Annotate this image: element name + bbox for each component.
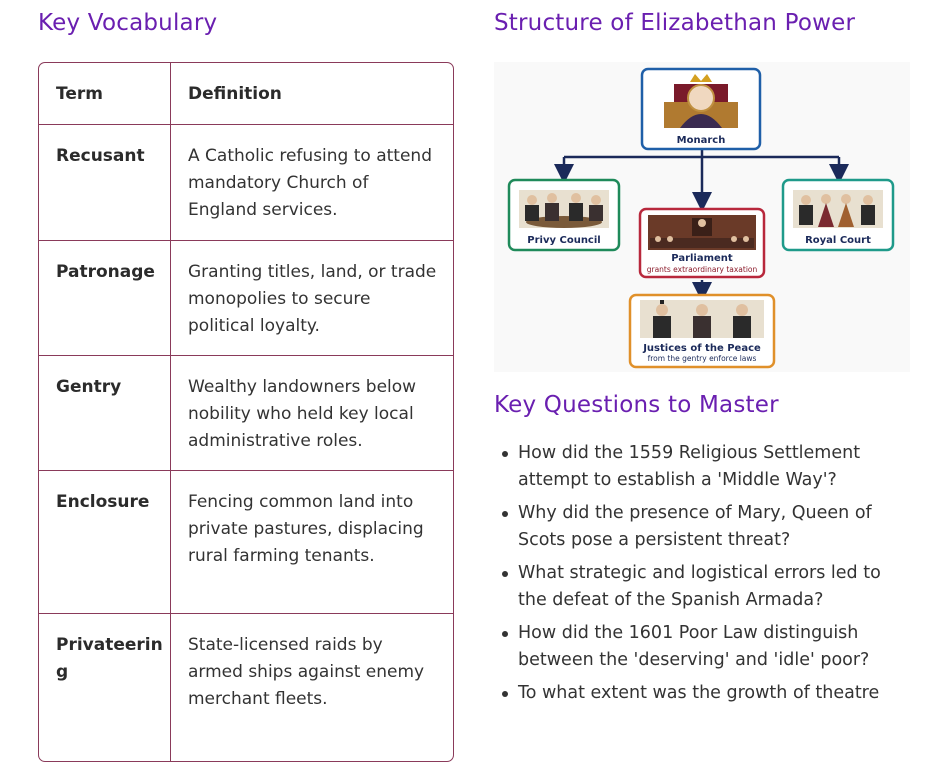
parliament-chamber-icon (648, 215, 756, 250)
term-cell: Recusant (39, 125, 171, 240)
definition-cell: Fencing common land into private pastures, displacing rural farming tenants. (188, 492, 424, 566)
table-row (39, 125, 453, 241)
monarch-node (642, 69, 760, 149)
definition-cell: Wealthy landowners below nobility who held key local administrative roles. (188, 377, 417, 451)
privy-council-label: Privy Council (527, 235, 601, 246)
list-item: To what extent was the growth of theatre (494, 680, 914, 707)
table-header-row (39, 63, 453, 125)
parliament-node (640, 209, 764, 277)
table-row (39, 614, 453, 762)
council-figures-icon (519, 190, 609, 228)
justices-label: Justices of the Peace (643, 343, 761, 354)
privy-council-node (509, 180, 619, 250)
term-column-header: Term (39, 63, 171, 124)
power-structure-diagram (494, 62, 910, 372)
table-row (39, 356, 453, 471)
term-cell: Patronage (39, 241, 171, 355)
court-figures-icon (793, 190, 883, 228)
definition-cell: A Catholic refusing to attend mandatory Church of England services. (188, 146, 432, 220)
parliament-note: grants extraordinary taxation (646, 265, 758, 274)
monarch-label: Monarch (676, 135, 726, 146)
definition-cell: Granting titles, land, or trade monopolies to secure political loyalty. (188, 262, 437, 336)
table-row (39, 241, 453, 356)
justices-figures-icon (640, 300, 764, 338)
justices-note: from the gentry enforce laws (647, 354, 757, 363)
vocabulary-table (38, 62, 454, 762)
term-cell: Privateering (39, 614, 171, 762)
definition-cell: State-licensed raids by armed ships against enemy merchant fleets. (188, 635, 425, 709)
power-structure-heading: Structure of Elizabethan Power (494, 10, 856, 36)
vocabulary-heading: Key Vocabulary (38, 10, 218, 36)
questions-heading: Key Questions to Master (494, 392, 779, 418)
term-cell: Enclosure (39, 471, 171, 613)
list-item: Why did the presence of Mary, Queen of Scots pose a persistent threat? (494, 500, 914, 554)
table-row (39, 471, 453, 614)
term-cell: Gentry (39, 356, 171, 470)
key-questions-list (494, 440, 914, 713)
list-item: How did the 1559 Religious Settlement attempt to establish a 'Middle Way'? (494, 440, 914, 494)
royal-court-node (783, 180, 893, 250)
list-item: What strategic and logistical errors led to the defeat of the Spanish Armada? (494, 560, 914, 614)
list-item: How did the 1601 Poor Law distinguish between the 'deserving' and 'idle' poor? (494, 620, 914, 674)
justices-node (630, 295, 774, 367)
definition-column-header: Definition (188, 84, 282, 104)
parliament-label: Parliament (671, 253, 733, 264)
royal-court-label: Royal Court (805, 235, 871, 246)
